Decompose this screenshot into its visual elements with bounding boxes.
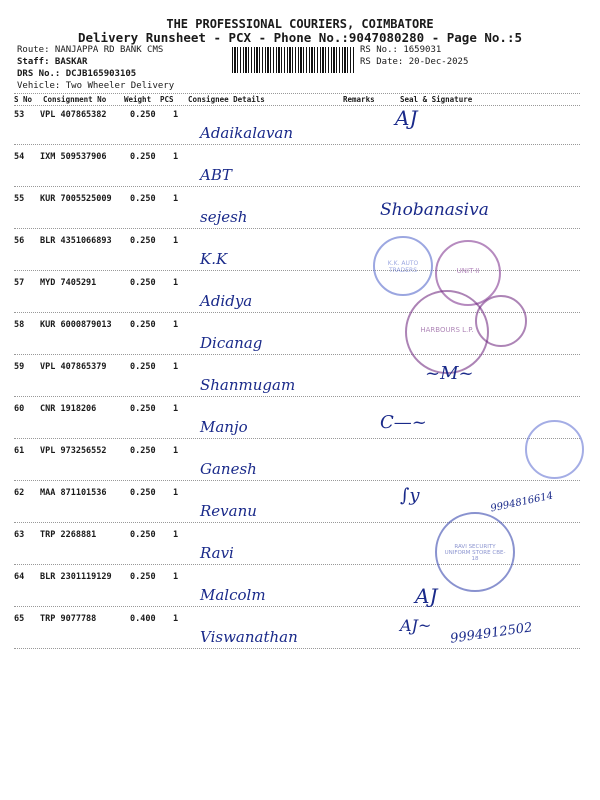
weight-cell: 0.250 xyxy=(130,446,156,456)
sno-cell: 54 xyxy=(14,152,25,162)
row-divider xyxy=(14,396,580,397)
sno-cell: 58 xyxy=(14,320,25,330)
sno-cell: 60 xyxy=(14,404,25,414)
weight-cell: 0.250 xyxy=(130,152,156,162)
weight-cell: 0.250 xyxy=(130,572,156,582)
sno-cell: 63 xyxy=(14,530,25,540)
pcs-cell: 1 xyxy=(173,320,179,330)
pcs-cell: 1 xyxy=(173,194,179,204)
header-bottom-line xyxy=(14,105,580,106)
weight-cell: 0.250 xyxy=(130,110,156,120)
drs-number: DRS No.: DCJB165903105 xyxy=(17,69,137,79)
row-divider xyxy=(14,354,580,355)
sno-cell: 59 xyxy=(14,362,25,372)
sno-cell: 61 xyxy=(14,446,25,456)
consignment-cell: BLR 4351066893 xyxy=(40,236,112,246)
consignment-cell: VPL 407865382 xyxy=(40,110,107,120)
consignment-cell: VPL 973256552 xyxy=(40,446,107,456)
sno-cell: 64 xyxy=(14,572,25,582)
staff-text: Staff: BASKAR xyxy=(17,57,88,67)
consignment-cell: BLR 2301119129 xyxy=(40,572,112,582)
stamp-58 xyxy=(405,290,489,374)
consignment-cell: CNR 1918206 xyxy=(40,404,97,414)
row-divider xyxy=(14,438,580,439)
signature-59: ~M~ xyxy=(425,363,474,384)
row-divider xyxy=(14,480,580,481)
pcs-cell: 1 xyxy=(173,362,179,372)
pcs-cell: 1 xyxy=(173,236,179,246)
route-text: Route: NANJAPPA RD BANK CMS xyxy=(17,45,164,55)
signature-53: AJ xyxy=(395,106,418,130)
sno-cell: 55 xyxy=(14,194,25,204)
consignment-cell: MYD 7405291 xyxy=(40,278,97,288)
pcs-cell: 1 xyxy=(173,278,179,288)
signature-64: AJ xyxy=(415,584,438,608)
phone-65: 9994912502 xyxy=(449,620,534,647)
rs-number: RS No.: 1659031 xyxy=(360,45,442,55)
pcs-cell: 1 xyxy=(173,404,179,414)
runsheet-subtitle: Delivery Runsheet - PCX - Phone No.:9047080280 - Page No.:5 xyxy=(77,30,522,45)
consignment-cell: VPL 407865379 xyxy=(40,362,107,372)
pcs-cell: 1 xyxy=(173,152,179,162)
stamp-58-label: HARBOURS L.P. xyxy=(420,326,474,334)
col-pcs: PCS xyxy=(160,95,174,104)
barcode xyxy=(232,47,354,73)
stamp-57-label: UNIT-II xyxy=(456,267,480,275)
consignee-signature: K.K xyxy=(200,250,228,268)
weight-cell: 0.250 xyxy=(130,320,156,330)
row-divider xyxy=(14,606,580,607)
vehicle-text: Vehicle: Two Wheeler Delivery xyxy=(17,81,175,91)
sno-cell: 65 xyxy=(14,614,25,624)
col-seal-signature: Seal & Signature xyxy=(400,95,473,104)
header-top-line xyxy=(14,93,580,94)
signature-62: ∫y xyxy=(400,485,420,506)
consignee-signature: Manjo xyxy=(200,418,248,436)
pcs-cell: 1 xyxy=(173,110,179,120)
col-sno: S No xyxy=(14,95,33,104)
pcs-cell: 1 xyxy=(173,572,179,582)
col-weight: Weight xyxy=(124,95,152,104)
weight-cell: 0.250 xyxy=(130,194,156,204)
stamp-56-label: K.K. AUTO TRADERS xyxy=(387,260,419,274)
pcs-cell: 1 xyxy=(173,530,179,540)
weight-cell: 0.250 xyxy=(130,278,156,288)
consignee-signature: Viswanathan xyxy=(200,628,298,646)
weight-cell: 0.250 xyxy=(130,362,156,372)
signature-60: C—~ xyxy=(380,412,427,433)
consignee-signature: sejesh xyxy=(200,208,248,226)
col-remarks: Remarks xyxy=(343,95,375,104)
consignee-signature: Shanmugam xyxy=(200,376,296,394)
weight-cell: 0.250 xyxy=(130,404,156,414)
consignment-cell: KUR 6000879013 xyxy=(40,320,112,330)
stamp-63-label: RAVI SECURITY UNIFORM STORE CBE-18 xyxy=(444,544,506,563)
weight-cell: 0.250 xyxy=(130,530,156,540)
signature-65: AJ~ xyxy=(400,616,432,635)
stamp-58b xyxy=(475,295,527,347)
consignment-cell: KUR 7005525009 xyxy=(40,194,112,204)
weight-cell: 0.250 xyxy=(130,236,156,246)
sno-cell: 53 xyxy=(14,110,25,120)
consignee-signature: Ganesh xyxy=(200,460,257,478)
consignee-signature: Ravi xyxy=(200,544,234,562)
consignment-cell: TRP 2268881 xyxy=(40,530,97,540)
weight-cell: 0.400 xyxy=(130,614,156,624)
weight-cell: 0.250 xyxy=(130,488,156,498)
consignee-signature: Adidya xyxy=(200,292,253,310)
row-divider xyxy=(14,228,580,229)
consignment-cell: MAA 871101536 xyxy=(40,488,107,498)
stamp-56 xyxy=(373,236,433,296)
signature-55: Shobanasiva xyxy=(380,200,489,220)
pcs-cell: 1 xyxy=(173,614,179,624)
pcs-cell: 1 xyxy=(173,488,179,498)
sno-cell: 56 xyxy=(14,236,25,246)
stamp-63 xyxy=(435,512,515,592)
rs-date: RS Date: 20-Dec-2025 xyxy=(360,57,469,67)
col-consignee: Consignee Details xyxy=(188,95,265,104)
row-divider xyxy=(14,186,580,187)
row-divider xyxy=(14,648,580,649)
pcs-cell: 1 xyxy=(173,446,179,456)
consignee-signature: Adaikalavan xyxy=(200,124,294,142)
consignment-cell: IXM 509537906 xyxy=(40,152,107,162)
consignee-signature: ABT xyxy=(200,166,232,184)
phone-62: 9994816614 xyxy=(489,490,555,515)
stamp-61 xyxy=(525,420,584,479)
sno-cell: 62 xyxy=(14,488,25,498)
consignee-signature: Dicanag xyxy=(200,334,263,352)
row-divider xyxy=(14,144,580,145)
col-consignment: Consignment No xyxy=(43,95,107,104)
consignment-cell: TRP 9077788 xyxy=(40,614,97,624)
consignee-signature: Revanu xyxy=(200,502,257,520)
company-title: THE PROFESSIONAL COURIERS, COIMBATORE xyxy=(166,17,434,31)
sno-cell: 57 xyxy=(14,278,25,288)
consignee-signature: Malcolm xyxy=(200,586,266,604)
